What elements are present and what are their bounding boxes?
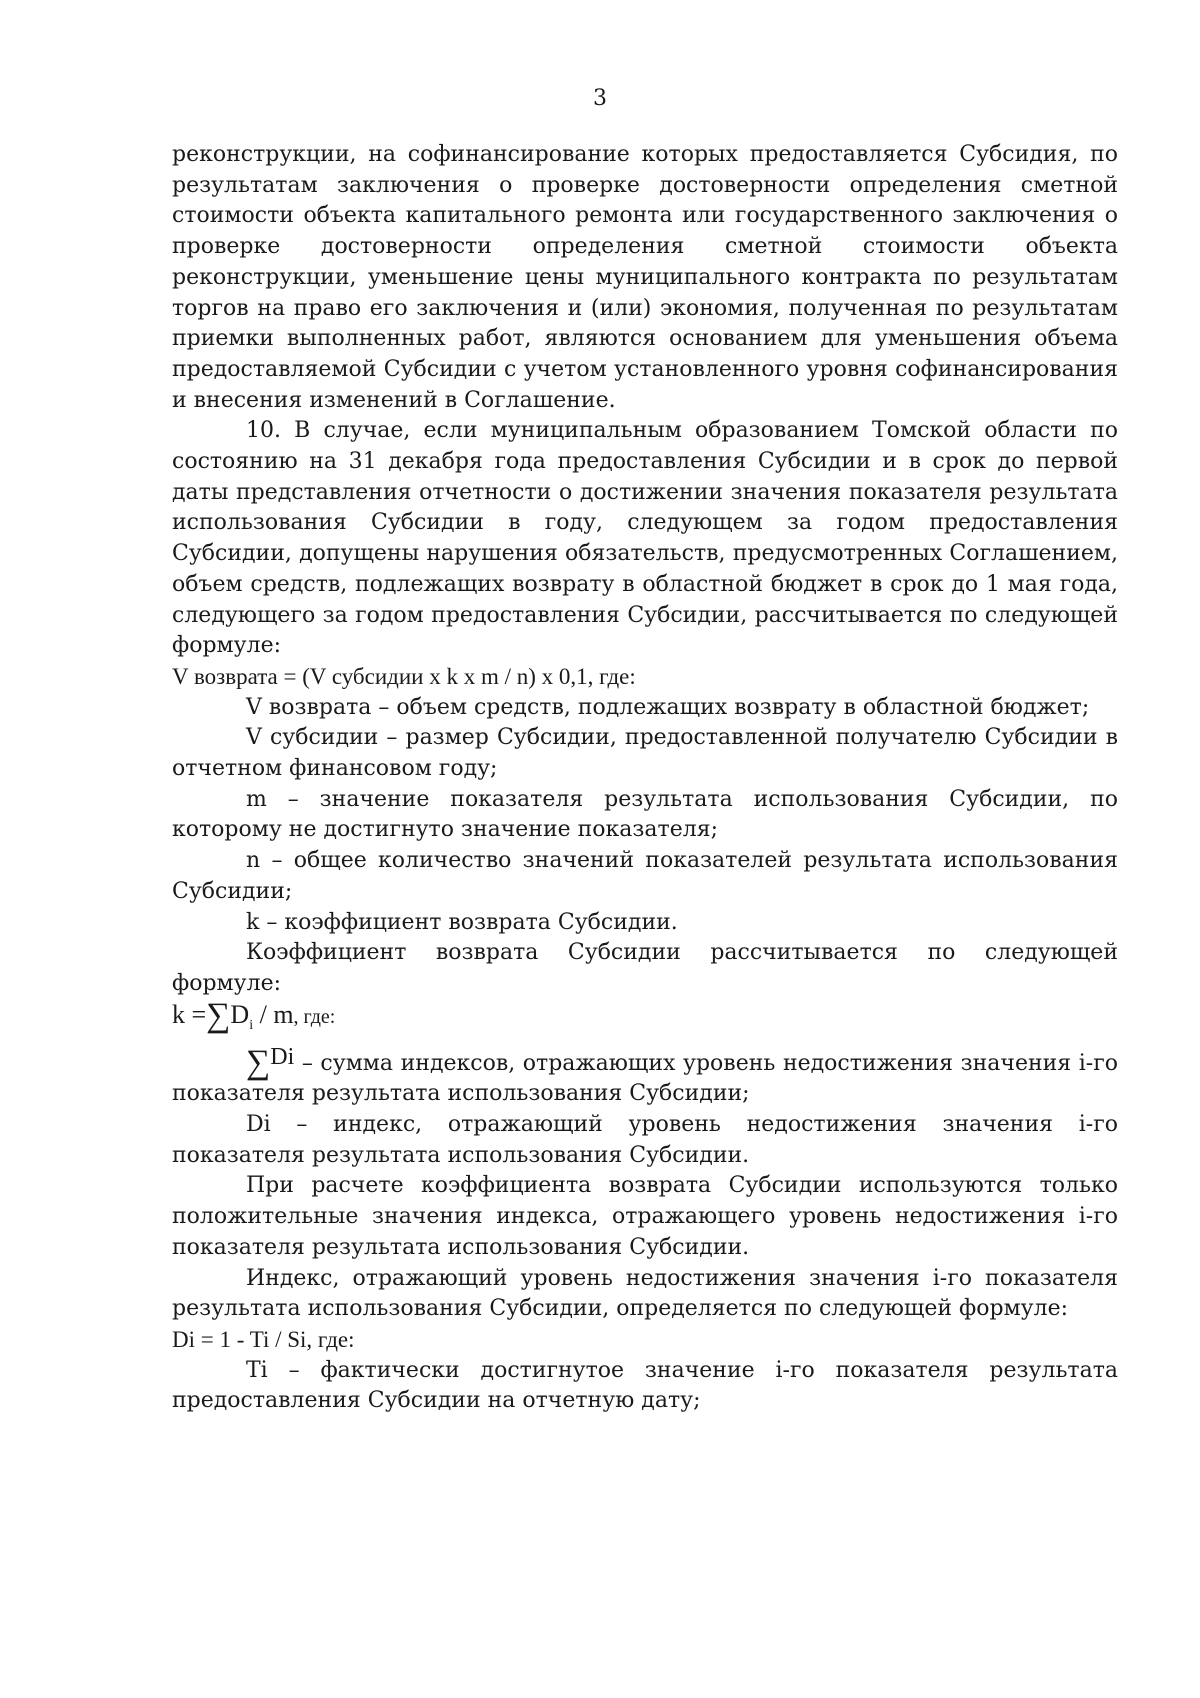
- document-body: [172, 140, 1118, 1417]
- definition-n: n – общее количество значений показателей результата использования Субсидии;: [172, 848, 1118, 904]
- sum-symbol: ∑: [206, 996, 231, 1034]
- sum-di-text: – сумма индексов, отражающих уровень недостижения значения i-го показателя результата использования Субсидии;: [172, 1050, 1118, 1107]
- formula-k-gde: , где:: [293, 1005, 336, 1028]
- definition-k: k – коэффициент возврата Субсидии.: [246, 909, 678, 935]
- paragraph-positive-values: При расчете коэффициента возврата Субсидии используются только положительные значения индекса, отражающего уровень недостижения i-го показателя результата использования Субсидии.: [172, 1173, 1118, 1260]
- sum-symbol-inline: ∑: [246, 1043, 271, 1081]
- formula-return-volume: V возврата = (V субсидии x k x m / n) x 0,1, где:: [172, 663, 636, 689]
- definition-sum-di: [172, 1042, 1118, 1110]
- paragraph-index-intro: Индекс, отражающий уровень недостижения значения i-го показателя результата использования Субсидии, определяется по следующей формуле:: [172, 1265, 1118, 1322]
- formula-k-var: D: [230, 999, 250, 1029]
- formula-index: Di = 1 - Ti / Si, где:: [172, 1326, 355, 1352]
- formula-k-subscript: i: [249, 1017, 254, 1033]
- formula-k-lhs: k =: [172, 999, 207, 1029]
- paragraph-reconstruction: реконструкции, на софинансирование которых предоставляется Субсидия, по результатам заключения о проверке достоверности определения сметной стоимости объекта капитального ремонта или государственного заключения о проверке достоверности определения сметной стоимости объекта реконструкции, уменьшение цены муниципального контракта по результатам торгов на право его заключения и (или) экономия, полученная по результатам приемки выполненных работ, являются основанием для уменьшения объема предоставляемой Субсидии с учетом установленного уровня софинансирования и внесения изменений в Соглашение.: [172, 142, 1118, 413]
- paragraph-coefficient-intro: Коэффициент возврата Субсидии рассчитывается по следующей формуле:: [172, 940, 1118, 996]
- sum-di-var: Di: [270, 1043, 295, 1070]
- page-number: 3: [593, 86, 607, 111]
- formula-coefficient: [172, 996, 1118, 1042]
- definition-m: m – значение показателя результата использования Субсидии, по которому не достигнуто значение показателя;: [172, 786, 1118, 843]
- definition-v-subsidy: V субсидии – размер Субсидии, предоставленной получателю Субсидии в отчетном финансовом году;: [172, 725, 1118, 782]
- definition-ti: Ti – фактически достигнутое значение i-го показателя результата предоставления Субсидии на отчетную дату;: [172, 1357, 1118, 1414]
- definition-v-return: V возврата – объем средств, подлежащих возврату в областной бюджет;: [246, 694, 1090, 720]
- paragraph-clause-10: 10. В случае, если муниципальным образованием Томской области по состоянию на 31 декабря года предоставления Субсидии и в срок до первой даты представления отчетности о достижении значения показателя результата использования Субсидии в году, следующем за годом предоставления Субсидии, допущены нарушения обязательств, предусмотренных Соглашением, объем средств, подлежащих возврату в областной бюджет в срок до 1 мая года, следующего за годом предоставления Субсидии, рассчитывается по следующей формуле:: [172, 418, 1118, 659]
- definition-di: Di – индекс, отражающий уровень недостижения значения i-го показателя результата использования Субсидии.: [172, 1111, 1118, 1168]
- formula-k-rest: / m: [253, 999, 294, 1029]
